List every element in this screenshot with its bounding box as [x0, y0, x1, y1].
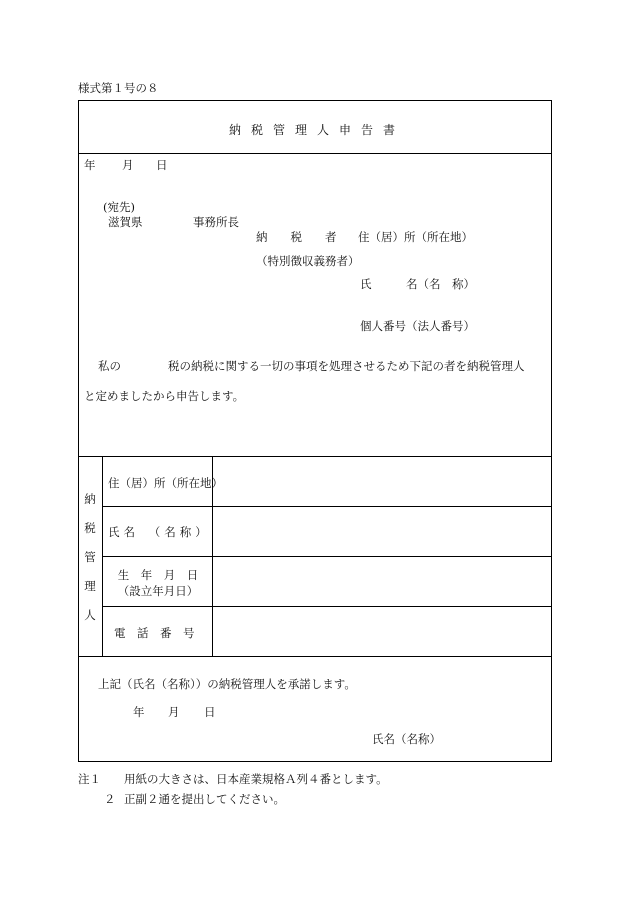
- taxpayer-individual-number-label: 個人番号（法人番号）: [360, 319, 475, 333]
- manager-vertical-char: 管: [84, 550, 96, 564]
- date-day-label: 日: [156, 158, 168, 172]
- note-2-text: 正副２通を提出してください。: [124, 792, 285, 806]
- manager-bottom-divider: [78, 656, 552, 657]
- manager-phone-label: 電 話 番 号: [114, 626, 195, 640]
- manager-vertical-label: [80, 489, 100, 634]
- acceptance-day-label: 日: [204, 705, 216, 719]
- body-line1-prefix: 私の: [98, 359, 121, 373]
- manager-vertical-divider: [102, 456, 103, 656]
- manager-name-label: 氏名 （名称）: [108, 525, 211, 539]
- note-1-text: 用紙の大きさは、日本産業規格Ａ列４番とします。: [124, 772, 388, 786]
- addressee-prefix: (宛先): [103, 200, 135, 214]
- manager-row-divider-1: [102, 506, 552, 507]
- form-frame: [78, 100, 552, 762]
- manager-vertical-char: 納: [84, 492, 96, 506]
- body-divider: [78, 456, 552, 457]
- body-line2: と定めましたから申告します。: [84, 389, 245, 403]
- manager-row-divider-3: [102, 606, 552, 607]
- acceptance-name-label: 氏名（名称）: [372, 732, 441, 746]
- manager-row-divider-2: [102, 556, 552, 557]
- note-1-num: 注１: [78, 772, 101, 786]
- acceptance-month-label: 月: [168, 705, 180, 719]
- manager-birthdate-sublabel: （設立年月日）: [117, 584, 199, 598]
- manager-address-label: 住（居）所（所在地）: [108, 476, 223, 490]
- taxpayer-special-label: （特別徴収義務者）: [256, 254, 360, 268]
- title-divider: [78, 153, 552, 154]
- manager-birthdate-label: 生 年 月 日: [117, 568, 199, 582]
- date-month-label: 月: [122, 158, 134, 172]
- acceptance-year-label: 年: [133, 705, 145, 719]
- addressee-prefecture: 滋賀県: [108, 215, 143, 229]
- form-title: 納税管理人申告書: [229, 123, 406, 137]
- acceptance-text: 上記（氏名（名称））の納税管理人を承諾します。: [98, 677, 356, 691]
- addressee-office-head: 事務所長: [193, 215, 239, 229]
- form-number: 様式第１号の８: [78, 81, 159, 95]
- manager-vertical-char: 理: [84, 579, 96, 593]
- taxpayer-address-label: 住（居）所（所在地）: [358, 230, 473, 244]
- manager-vertical-char: 人: [84, 608, 96, 622]
- taxpayer-label: 納 税 者: [256, 230, 337, 244]
- note-2-num: ２: [104, 792, 116, 806]
- manager-vertical-char: 税: [84, 521, 96, 535]
- date-year-label: 年: [84, 158, 96, 172]
- body-line1-suffix: 税の納税に関する一切の事項を処理させるため下記の者を納税管理人: [168, 359, 525, 373]
- taxpayer-name-label: 氏 名（名 称）: [360, 277, 475, 291]
